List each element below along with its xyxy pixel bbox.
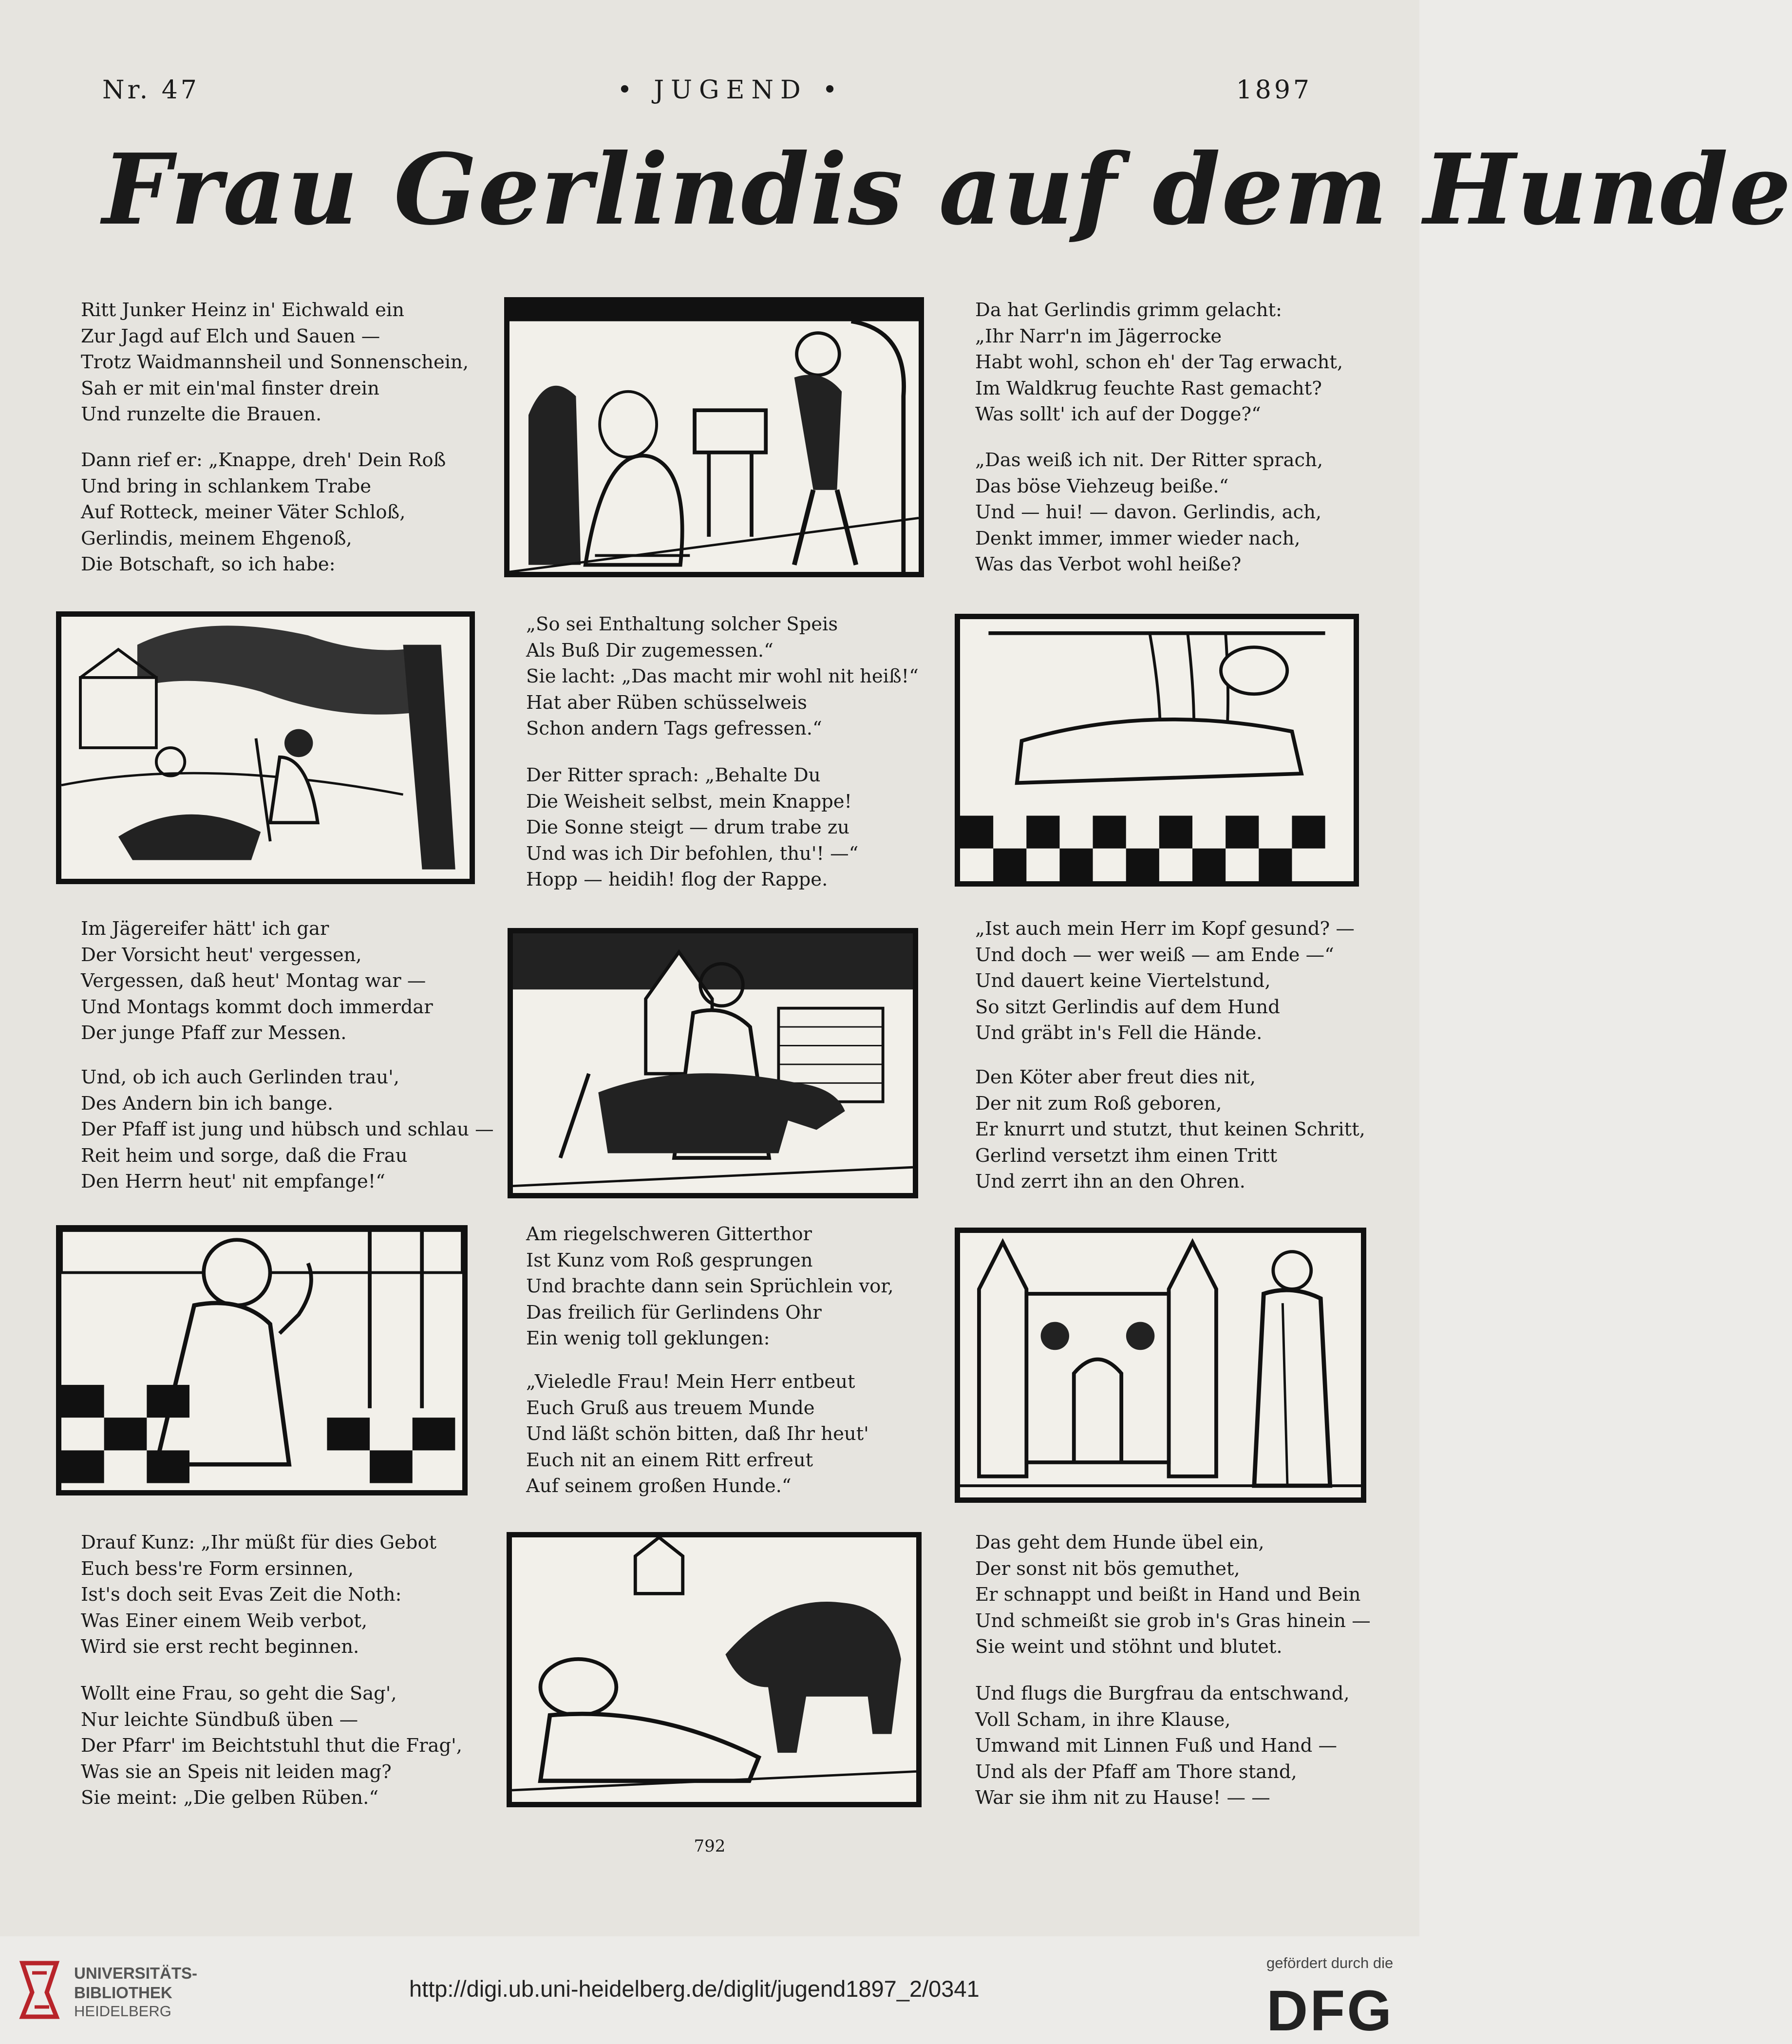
page-number: 792 — [694, 1836, 726, 1856]
funded-by-label: gefördert durch die — [1266, 1954, 1394, 1971]
verse-line: Was Einer einem Weib verbot, — [81, 1609, 368, 1632]
verse-line: Voll Scham, in ihre Klause, — [975, 1708, 1231, 1731]
verse-line: Der sonst nit bös gemuthet, — [975, 1557, 1240, 1580]
verse-line: Denkt immer, immer wieder nach, — [975, 527, 1301, 549]
library-logo-icon — [13, 1953, 66, 2026]
year: 1897 — [1236, 76, 1312, 105]
verse-line: Da hat Gerlindis grimm gelacht: — [975, 299, 1282, 321]
library-name-line3: HEIDELBERG — [74, 2003, 171, 2020]
verse-line: Den Köter aber freut dies nit, — [975, 1066, 1256, 1088]
verse-line: Umwand mit Linnen Fuß und Hand — — [975, 1735, 1338, 1757]
stanza — [526, 762, 858, 893]
woodcut-riders-in-forest — [56, 611, 475, 884]
verse-line: Der nit zum Roß geboren, — [975, 1092, 1222, 1115]
verse-line: Auf Rotteck, meiner Väter Schloß, — [81, 501, 406, 523]
verse-line: Er knurrt und stutzt, thut keinen Schritt, — [975, 1118, 1365, 1140]
stanza — [81, 916, 433, 1046]
verse-line: „Das weiß ich nit. Der Ritter sprach, — [975, 449, 1323, 471]
woodcut-lady-with-lute — [504, 297, 924, 577]
verse-line: Gerlindis, meinem Ehgenoß, — [81, 527, 352, 549]
verse-line: Was sollt' ich auf der Dogge?“ — [975, 403, 1261, 425]
verse-line: Hopp — heidih! flog der Rappe. — [526, 869, 828, 890]
stanza — [975, 297, 1343, 428]
stanza — [81, 1681, 462, 1811]
verse-line: Sah er mit ein'mal finster drein — [81, 377, 379, 399]
stanza — [975, 1681, 1350, 1811]
woodcut-woman-kneeling — [56, 1225, 468, 1495]
verse-line: Habt wohl, schon eh' der Tag erwacht, — [975, 351, 1343, 373]
verse-line: Die Sonne steigt — drum trabe zu — [526, 816, 849, 838]
verse-line: Schon andern Tags gefressen.“ — [526, 718, 822, 739]
woodcut-priest-at-gate — [955, 1228, 1366, 1503]
verse-line: Reit heim und sorge, daß die Frau — [81, 1144, 408, 1167]
woodcut-dog-and-fallen-lady — [507, 1532, 922, 1807]
verse-line: Und — hui! — davon. Gerlindis, ach, — [975, 501, 1322, 523]
verse-line: War sie ihm nit zu Hause! — — — [975, 1787, 1270, 1809]
verse-line: Dann rief er: „Knappe, dreh' Dein Roß — [81, 449, 446, 471]
woodcut-lady-in-bed — [955, 614, 1359, 887]
verse-line: Wird sie erst recht beginnen. — [81, 1636, 359, 1658]
verse-line: Am riegelschweren Gitterthor — [526, 1223, 812, 1245]
verse-line: Vergessen, daß heut' Montag war — — [81, 970, 426, 992]
verse-line: Sie weint und stöhnt und blutet. — [975, 1636, 1283, 1658]
verse-line: Und, ob ich auch Gerlinden trau', — [81, 1066, 399, 1088]
permalink[interactable]: http://digi.ub.uni-heidelberg.de/diglit/jugend1897_2/0341 — [409, 1976, 980, 2002]
verse-line: Ein wenig toll geklungen: — [526, 1327, 770, 1349]
verse-line: Der Ritter sprach: „Behalte Du — [526, 764, 821, 786]
verse-line: Trotz Waidmannsheil und Sonnenschein, — [81, 351, 469, 373]
library-name-line2: BIBLIOTHEK — [74, 1984, 172, 2002]
verse-line: Wollt eine Frau, so geht die Sag', — [81, 1683, 397, 1704]
verse-line: Als Buß Dir zugemessen.“ — [526, 639, 773, 662]
verse-line: Und gräbt in's Fell die Hände. — [975, 1022, 1263, 1044]
stanza — [81, 1530, 436, 1660]
verse-line: Im Jägereifer hätt' ich gar — [81, 918, 329, 940]
verse-line: Der Vorsicht heut' vergessen, — [81, 944, 362, 966]
verse-line: Euch Gruß aus treuem Munde — [526, 1397, 815, 1419]
verse-line: Zur Jagd auf Elch und Sauen — — [81, 325, 380, 347]
journal-name: • JUGEND • — [617, 76, 844, 105]
verse-line: Das freilich für Gerlindens Ohr — [526, 1301, 822, 1324]
verse-line: Sie meint: „Die gelben Rüben.“ — [81, 1787, 379, 1809]
stanza — [526, 1221, 894, 1352]
verse-line: Nur leichte Sündbuß üben — — [81, 1708, 358, 1731]
stanza — [975, 1530, 1371, 1660]
verse-line: Auf seinem großen Hunde.“ — [526, 1475, 792, 1497]
stanza — [81, 1064, 494, 1195]
verse-line: Und brachte dann sein Sprüchlein vor, — [526, 1275, 894, 1297]
stanza — [975, 916, 1355, 1046]
verse-line: „Ihr Narr'n im Jägerrocke — [975, 325, 1222, 347]
verse-line: Und zerrt ihn an den Ohren. — [975, 1171, 1245, 1192]
stanza — [526, 1369, 869, 1499]
verse-line: Im Waldkrug feuchte Rast gemacht? — [975, 377, 1322, 399]
verse-line: Und schmeißt sie grob in's Gras hinein — — [975, 1609, 1371, 1632]
verse-line: Er schnappt und beißt in Hand und Bein — [975, 1584, 1361, 1606]
stanza — [975, 1064, 1365, 1195]
stanza — [81, 447, 446, 578]
verse-line: Was das Verbot wohl heiße? — [975, 553, 1242, 575]
verse-line: Des Andern bin ich bange. — [81, 1092, 334, 1115]
issue-number: Nr. 47 — [102, 76, 200, 105]
verse-line: Und flugs die Burgfrau da entschwand, — [975, 1683, 1350, 1704]
verse-line: Und als der Pfaff am Thore stand, — [975, 1760, 1297, 1783]
verse-line: Der Pfarr' im Beichtstuhl thut die Frag', — [81, 1735, 462, 1757]
verse-line: Gerlind versetzt ihm einen Tritt — [975, 1144, 1278, 1167]
woodcut-lady-riding-dog — [508, 928, 918, 1198]
verse-line: Der Pfaff ist jung und hübsch und schlau — — [81, 1118, 494, 1140]
verse-line: Drauf Kunz: „Ihr müßt für dies Gebot — [81, 1532, 437, 1553]
poem-title: Frau Gerlindis auf dem Hunde — [102, 132, 1792, 247]
verse-line: Sie lacht: „Das macht mir wohl nit heiß!“ — [526, 665, 919, 687]
verse-line: Das geht dem Hunde übel ein, — [975, 1532, 1264, 1553]
verse-line: Und was ich Dir befohlen, thu'! —“ — [526, 842, 859, 865]
verse-line: Und Montags kommt doch immerdar — [81, 996, 433, 1018]
verse-line: Was sie an Speis nit leiden mag? — [81, 1760, 392, 1783]
verse-line: „Vieledle Frau! Mein Herr entbeut — [526, 1371, 855, 1393]
verse-line: Euch bess're Form ersinnen, — [81, 1557, 354, 1580]
verse-line: Euch nit an einem Ritt erfreut — [526, 1449, 813, 1471]
verse-line: Und läßt schön bitten, daß Ihr heut' — [526, 1423, 869, 1445]
verse-line: Ist's doch seit Evas Zeit die Noth: — [81, 1584, 402, 1606]
verse-line: Und dauert keine Viertelstund, — [975, 970, 1271, 992]
verse-line: Und bring in schlankem Trabe — [81, 475, 372, 497]
dfg-logo: DFG — [1266, 1979, 1394, 2043]
verse-line: Der junge Pfaff zur Messen. — [81, 1022, 347, 1044]
verse-line: Die Botschaft, so ich habe: — [81, 553, 336, 575]
verse-line: „So sei Enthaltung solcher Speis — [526, 613, 838, 635]
stanza — [526, 611, 919, 742]
verse-line: Den Herrn heut' nit empfange!“ — [81, 1171, 385, 1192]
verse-line: Das böse Viehzeug beiße.“ — [975, 475, 1229, 497]
verse-line: Ist Kunz vom Roß gesprungen — [526, 1249, 813, 1271]
stanza — [81, 297, 469, 428]
verse-line: Hat aber Rüben schüsselweis — [526, 691, 807, 714]
verse-line: Und runzelte die Brauen. — [81, 403, 322, 425]
library-name-line1: UNIVERSITÄTS- — [74, 1964, 198, 1982]
verse-line: Und doch — wer weiß — am Ende —“ — [975, 944, 1334, 966]
verse-line: Die Weisheit selbst, mein Knappe! — [526, 790, 852, 813]
verse-line: „Ist auch mein Herr im Kopf gesund? — — [975, 918, 1355, 940]
stanza — [975, 447, 1323, 578]
verse-line: So sitzt Gerlindis auf dem Hund — [975, 996, 1280, 1018]
verse-line: Ritt Junker Heinz in' Eichwald ein — [81, 299, 404, 321]
